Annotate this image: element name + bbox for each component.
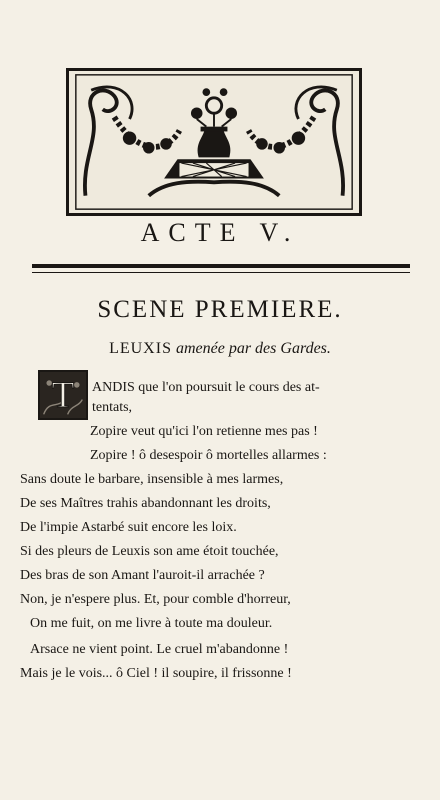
verse-line: De ses Maîtres trahis abandonnant les droits, [20,496,271,511]
verse-line: Si des pleurs de Leuxis son ame étoit touchée, [20,544,279,559]
verse-line: tentats, [92,400,133,415]
act-title: ACTE V. [140,218,300,247]
verse-line: ANDIS que l'on poursuit le cours des at- [92,380,320,395]
divider-thin [32,272,410,273]
verse-line: Non, je n'espere plus. Et, pour comble d'horreur, [20,592,291,607]
headpiece-ornament [66,68,362,216]
verse-line: Sans doute le barbare, insensible à mes larmes, [20,472,284,487]
character-heading [0,340,440,358]
character-name: LEUXIS [109,340,172,357]
scene-title: SCENE PREMIERE. [97,296,343,323]
stage-direction: amenée par des Gardes. [175,340,331,357]
verse-line: On me fuit, on me livre à toute ma douleur. [30,616,273,631]
verse-line: Mais je le vois... ô Ciel ! il soupire, il frissonne ! [20,666,292,681]
svg-text:T: T [51,373,75,415]
divider-thick [32,264,410,268]
verse-line: De l'impie Astarbé suit encore les loix. [20,520,237,535]
verse-line: Zopire ! ô desespoir ô mortelles allarmes : [90,448,327,463]
verse-line: Arsace ne vient point. Le cruel m'abandonne ! [30,642,289,657]
drop-cap [38,370,88,420]
drop-cap-letter-icon [40,372,86,418]
floral-vase-ornament-icon [69,71,359,213]
verse-line: Des bras de son Amant l'auroit-il arrachée ? [20,568,265,583]
verse-line: Zopire veut qu'ici l'on retienne mes pas ! [90,424,318,439]
